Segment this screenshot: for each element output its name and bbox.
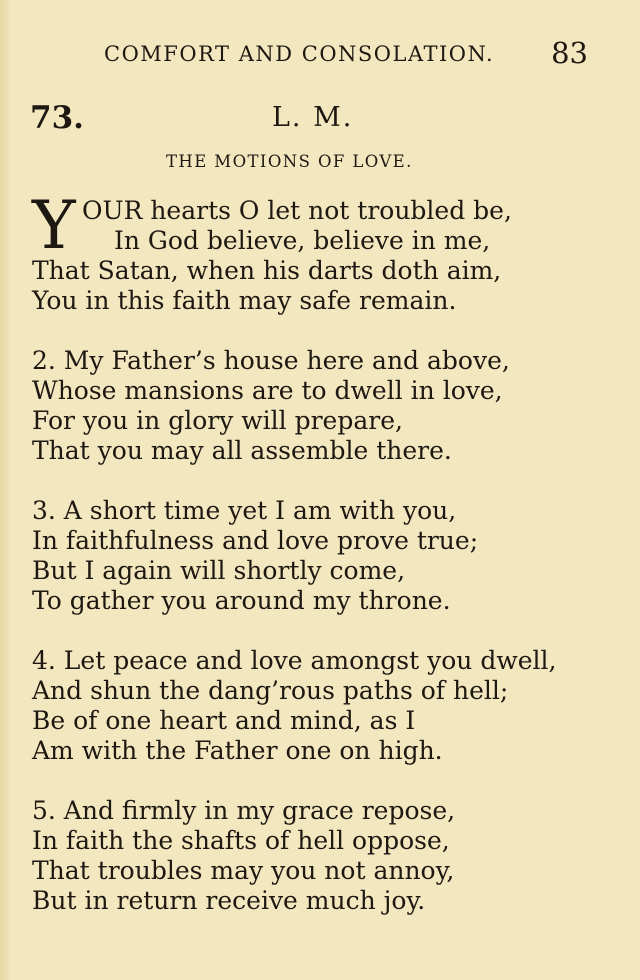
verse-line: In faithfulness and love prove true; [32, 526, 479, 555]
verse-3 [32, 496, 622, 616]
page-number: 83 [551, 36, 588, 70]
verse-line: You in this faith may safe remain. [32, 286, 457, 315]
hymn-meter: L. M. [272, 102, 354, 133]
verse-line: That troubles may you not annoy, [32, 856, 455, 885]
verse-line: Be of one heart and mind, as I [32, 706, 416, 735]
verse-line: Am with the Father one on high. [32, 736, 443, 765]
verse-line: To gather you around my throne. [32, 586, 451, 615]
page-edge [0, 0, 12, 980]
drop-cap: Y [32, 187, 76, 264]
verse-line: In faith the shafts of hell oppose, [32, 826, 450, 855]
verse-line: But in return receive much joy. [32, 886, 426, 915]
hymn-number: 73. [30, 100, 84, 136]
verse-line: But I again will shortly come, [32, 556, 406, 585]
verse-line: For you in glory will prepare, [32, 406, 403, 435]
verse-line: 2. My Father’s house here and above, [32, 346, 510, 375]
hymn-title: THE MOTIONS OF LOVE. [166, 152, 413, 171]
verse-line: 3. A short time yet I am with you, [32, 496, 457, 525]
verse-line: And shun the dang’rous paths of hell; [32, 676, 509, 705]
verse-line: OUR hearts O let not troubled be, [82, 196, 512, 225]
verse-line: 5. And firmly in my grace repose, [32, 796, 456, 825]
verse-line: Whose mansions are to dwell in love, [32, 376, 503, 405]
verse-4 [32, 646, 622, 766]
verse-line: That Satan, when his darts doth aim, [32, 256, 502, 285]
verse-line: 4. Let peace and love amongst you dwell, [32, 646, 557, 675]
hymn-text [32, 187, 622, 946]
running-title: COMFORT AND CONSOLATION. [104, 42, 495, 66]
verse-1 [32, 187, 622, 316]
verse-line: In God believe, believe in me, [114, 226, 491, 255]
verse-5 [32, 796, 622, 916]
page-header [100, 36, 600, 76]
verse-2 [32, 346, 622, 466]
verse-line: That you may all assemble there. [32, 436, 452, 465]
